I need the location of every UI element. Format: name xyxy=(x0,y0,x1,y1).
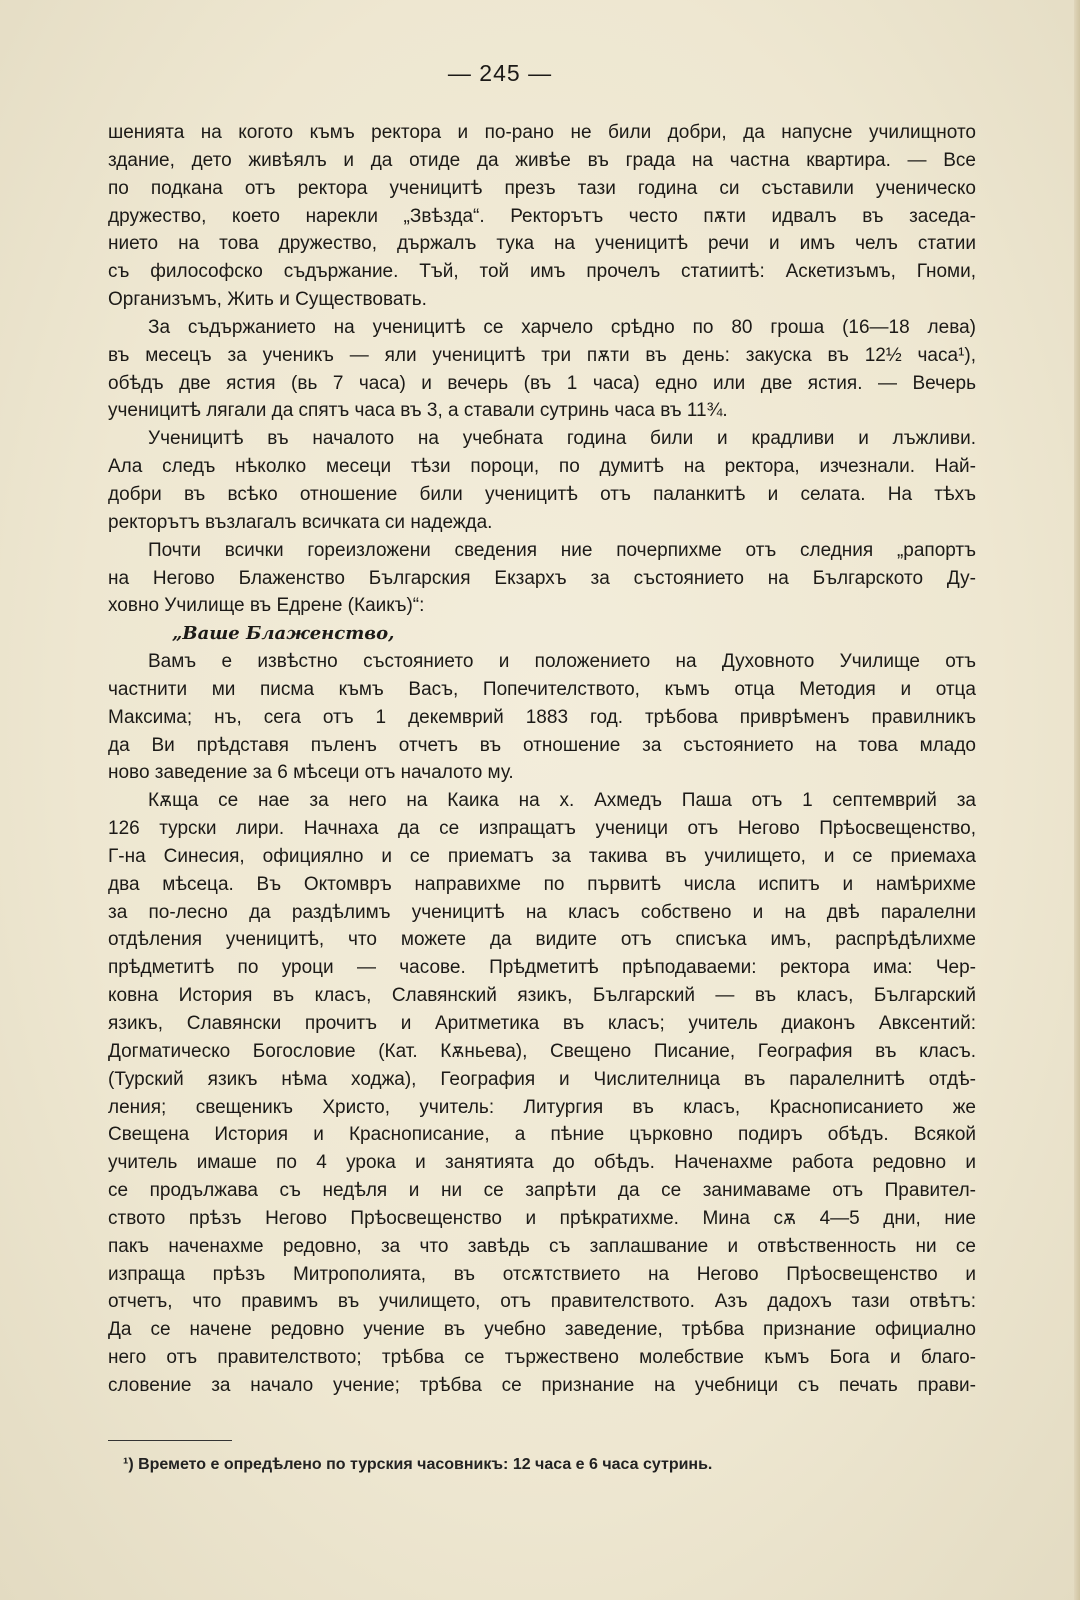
footnote-divider xyxy=(108,1440,232,1441)
text-line: шенията на когото къмъ ректора и по-рано не били добри, да напусне училищното xyxy=(108,122,976,143)
text-line: ството прѣзъ Негово Прѣосвещенство и прѣкратихме. Мина сѫ 4—5 дни, ние xyxy=(108,1207,976,1229)
text-line: ректорътъ възлагалъ всичката си надежда. xyxy=(108,511,493,533)
text-line: Свещена История и Краснописание, а пѣние църковно подиръ обѣдъ. Всякой xyxy=(108,1124,976,1146)
paragraph xyxy=(108,425,976,536)
paragraph xyxy=(108,787,976,1400)
text-line: язикъ, Славянски прочитъ и Аритметика въ класъ; учитель диаконъ Авксентий: xyxy=(108,1013,976,1034)
text-line: Ала следъ нѣколко месеци тѣзи пороци, по думитѣ на ректора, изчезнали. Най- xyxy=(108,456,976,478)
text-line: обѣдъ две ястия (вь 7 часа) и вечерь (въ 1 часа) едно или две ястия. — Вечерь xyxy=(108,372,976,394)
text-line: изпраща прѣзъ Митрополията, въ отсѫтствието на Негово Прѣосвещенство и xyxy=(108,1263,976,1285)
text-line: словение за начало учение; трѣбва се признание на учебници съ печать прави- xyxy=(108,1374,976,1396)
text-line: ученицитѣ лягали да спятъ часа въ 3, а ставали сутринь часа въ 11¾. xyxy=(108,400,728,422)
text-line: по подкана отъ ректора ученицитѣ презъ тази година си съставили ученическо xyxy=(108,177,976,199)
text-line: частнити ми писма къмъ Васъ, Попечителството, къмъ отца Методия и отца xyxy=(108,678,976,700)
text-line: добри въ всѣко отношение били ученицитѣ отъ паланкитѣ и селата. На тѣхъ xyxy=(108,483,976,505)
paragraph xyxy=(108,314,976,425)
text-line: отдѣления ученицитѣ, что можете да видите отъ списъка имъ, распрѣдѣлихме xyxy=(108,929,976,951)
text-line: Да се начене редовно учение въ учебно заведение, трѣбва признание официално xyxy=(108,1319,976,1341)
text-line: за по-лесно да раздѣлимъ ученицитѣ на класъ собствено и на двѣ паралелни xyxy=(108,901,976,923)
text-line: него отъ правителството; трѣбва се тържествено молебствие къмъ Бога и благо- xyxy=(108,1347,976,1369)
text-line: учитель имаше по 4 урока и занятията до обѣдъ. Наченахме работа редовно и xyxy=(108,1152,976,1174)
text-line: ковна История въ класъ, Славянский язикъ, Българский — въ класъ, Българский xyxy=(108,985,976,1007)
text-line: Г-на Синесия, официялно и се приематъ за такива въ училището, и се приемаха xyxy=(108,845,976,867)
paragraph xyxy=(108,648,976,787)
footnote: ¹) Времето е опредѣлено по турския часовникъ: 12 часа е 6 часа сутринь. xyxy=(123,1456,713,1473)
text-line: пакъ наченахме редовно, за что завѣдь съ заплашвание и отвѣственность ни се xyxy=(108,1235,976,1257)
text-line: на Негово Блаженство Българския Екзархъ за състоянието на Българското Ду- xyxy=(108,567,976,589)
page-edge xyxy=(1074,0,1080,1600)
text-line: Почти всички гореизложени сведения ние почерпихме отъ следния „рапортъ xyxy=(148,539,976,561)
text-line: въ месецъ за ученикъ — яли ученицитѣ три пѫти въ день: закуска въ 12½ часа¹), xyxy=(108,344,976,366)
text-line: да Ви прѣдставя пъленъ отчетъ въ отношение за състоянието на това младо xyxy=(108,734,976,756)
text-line: Вамъ е извѣстно състоянието и положението на Духовното Училище отъ xyxy=(148,651,976,673)
text-line: здание, дето живѣялъ и да отиде да живѣе въ града на частна квартира. — Все xyxy=(108,149,976,171)
text-line: Организъмъ, Жить и Существовать. xyxy=(108,289,427,311)
text-line: Максима; нъ, сега отъ 1 декемврий 1883 год. трѣбова приврѣменъ правилникъ xyxy=(108,706,976,728)
text-line: Догматическо Богословие (Кат. Кѫньева), Свещено Писание, География въ класъ. xyxy=(108,1040,976,1062)
text-line: два мѣсеца. Въ Октомвръ направихме по първитѣ числа испитъ и намѣрихме xyxy=(108,873,976,895)
text-line: (Турский язикъ нѣма ходжа), География и Числителница въ паралелнитѣ отдѣ- xyxy=(108,1068,976,1090)
text-line: се продължава съ недѣля и ни се запрѣти да се занимаваме отъ Правител- xyxy=(108,1180,976,1202)
paragraph xyxy=(108,119,976,314)
text-line: съ философско съдържание. Тъй, той имъ прочелъ статиитѣ: Аскетизъмъ, Гноми, xyxy=(108,261,976,283)
paragraph xyxy=(108,537,976,621)
body-text xyxy=(108,119,976,1400)
text-line: дружество, което нарекли „Звѣзда“. Ректорътъ често пѫти идвалъ въ заседа- xyxy=(108,205,976,227)
text-line: нието на това дружество, държалъ тука на ученицитѣ речи и имъ челъ статии xyxy=(108,233,976,255)
text-line: ления; свещеникъ Христо, учитель: Литургия въ класъ, Краснописанието же xyxy=(108,1096,976,1118)
text-line: За съдържанието на ученицитѣ се харчело срѣдно по 80 гроша (16—18 лева) xyxy=(148,316,976,338)
text-line: Ученицитѣ въ началото на учебната година били и крадливи и лъжливи. xyxy=(148,428,976,450)
text-line: прѣдметитѣ по уроци — часове. Прѣдметитѣ прѣподаваеми: ректора има: Чер- xyxy=(108,957,976,979)
text-line: Кѫща се нае за него на Каика на х. Ахмедъ Паша отъ 1 септемврий за xyxy=(148,790,976,812)
text-line: ново заведение за 6 мѣсеци отъ началото му. xyxy=(108,762,514,784)
text-line: ховно Училище въ Едрене (Каикъ)“: xyxy=(108,595,425,617)
letter-salutation: „Ваше Блаженство, xyxy=(172,623,395,645)
text-line: 126 турски лири. Начнаха да се изпращатъ ученици отъ Негово Прѣосвещенство, xyxy=(108,818,976,840)
page-number: — 245 — xyxy=(447,60,553,86)
text-line: отчетъ, что правимъ въ училището, отъ правителството. Азъ дадохъ тази отвѣтъ: xyxy=(108,1291,976,1313)
